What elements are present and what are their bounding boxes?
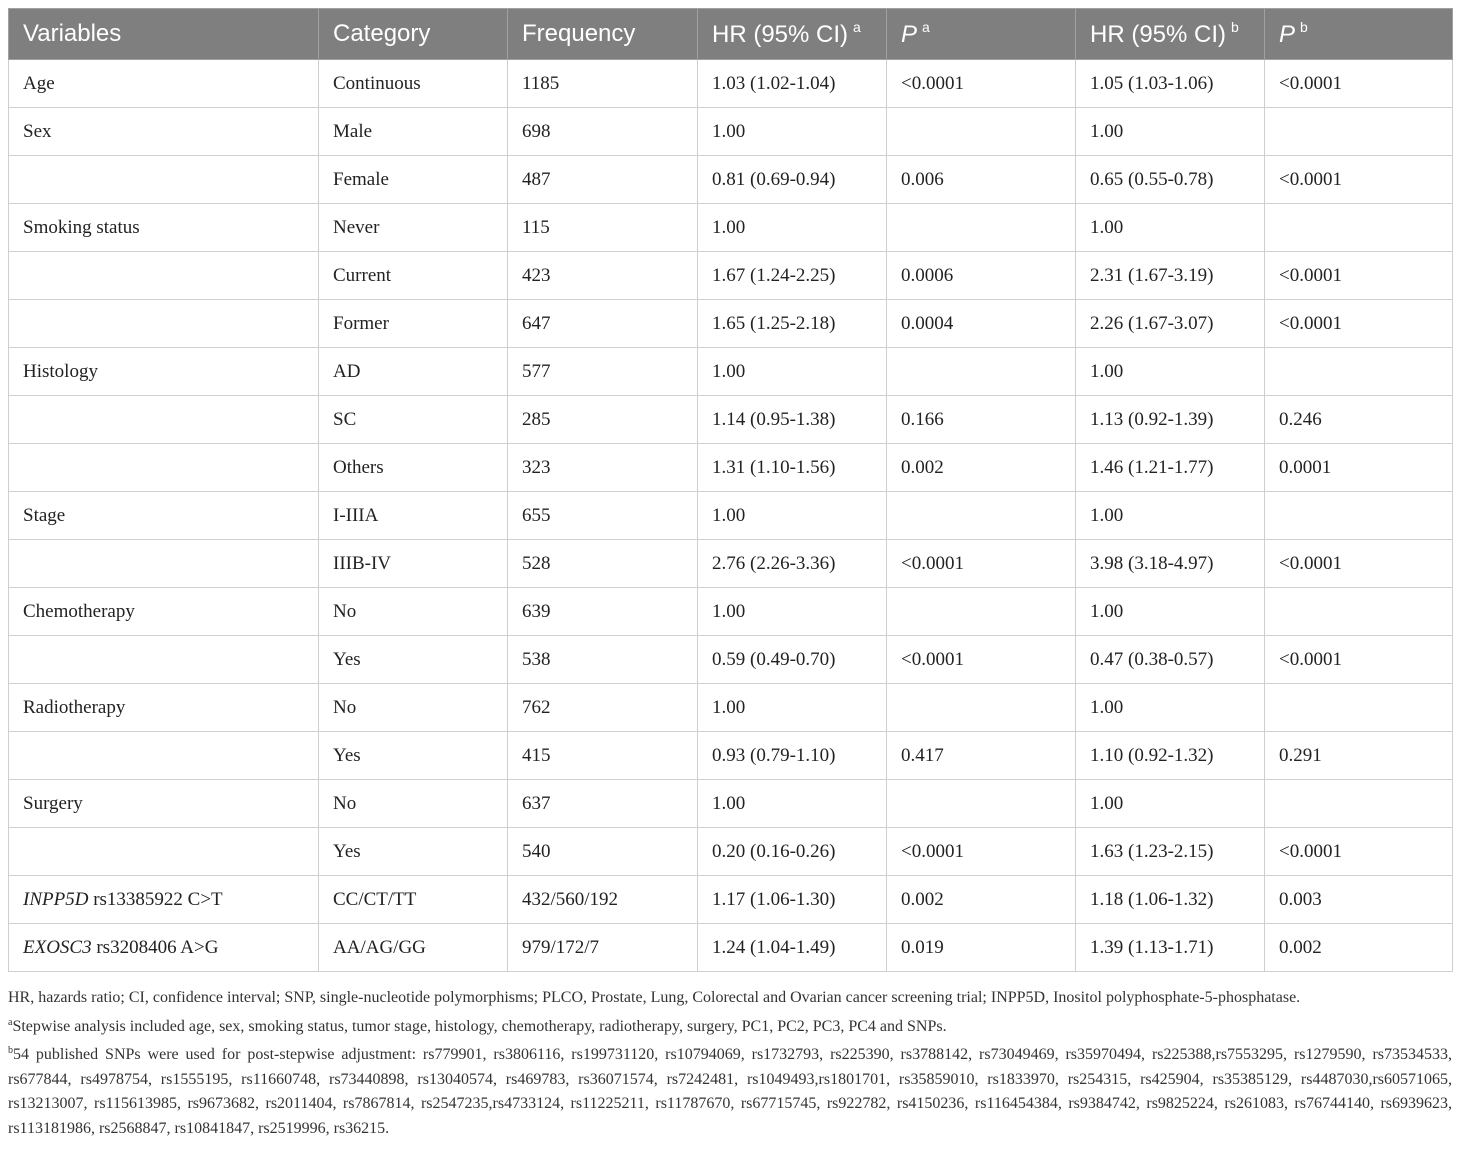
header-row	[9, 9, 1453, 60]
cell-variable	[9, 828, 319, 876]
header-p-a: P $^a$	[887, 9, 1076, 60]
cell-p-b: 0.246	[1265, 396, 1453, 444]
cell-hr-b: 1.10 (0.92-1.32)	[1076, 732, 1265, 780]
cell-p-b: <0.0001	[1265, 156, 1453, 204]
cell-p-b	[1265, 204, 1453, 252]
results-table	[8, 8, 1453, 972]
cell-variable	[9, 732, 319, 780]
cell-hr-b: 3.98 (3.18-4.97)	[1076, 540, 1265, 588]
cell-hr-a: 0.81 (0.69-0.94)	[698, 156, 887, 204]
cell-p-b	[1265, 348, 1453, 396]
table-row	[9, 828, 1453, 876]
table-row	[9, 924, 1453, 972]
table-row	[9, 300, 1453, 348]
footnote-b: $^b$54 published SNPs were used for post-stepwise adjustment: rs779901, rs3806116, rs199731120, rs10794069, rs1732793, rs225390, rs3788142, rs73049469, rs35970494, rs225388,rs7553295, rs1279590, rs73534533, rs677844, rs4978754, rs1555195, rs11660748, rs73440898, rs13040574, rs469783, rs36071574, rs7242481, rs1049493,rs1801701, rs35859010, rs1833970, rs254315, rs425904, rs35385129, rs4487030,rs60571065, rs13213007, rs115613985, rs9673682, rs2011404, rs7867814, rs2547235,rs4733124, rs11225211, rs11787670, rs67715745, rs922782, rs4150236, rs116454384, rs9384742, rs9825224, rs261083, rs76744140, rs6939623, rs113181986, rs2568847, rs10841847, rs2519996, rs36215.	[8, 1045, 1452, 1137]
cell-hr-b: 2.31 (1.67-3.19)	[1076, 252, 1265, 300]
cell-category: Yes	[319, 828, 508, 876]
cell-frequency: 698	[508, 108, 698, 156]
cell-hr-b: 0.65 (0.55-0.78)	[1076, 156, 1265, 204]
cell-frequency: 285	[508, 396, 698, 444]
cell-hr-b: 1.00	[1076, 684, 1265, 732]
cell-p-a	[887, 204, 1076, 252]
cell-variable	[9, 636, 319, 684]
cell-category: No	[319, 780, 508, 828]
cell-p-a: 0.166	[887, 396, 1076, 444]
cell-hr-b: 0.47 (0.38-0.57)	[1076, 636, 1265, 684]
table-row	[9, 876, 1453, 924]
cell-hr-a: 1.17 (1.06-1.30)	[698, 876, 887, 924]
cell-hr-a: 1.03 (1.02-1.04)	[698, 60, 887, 108]
cell-frequency: 423	[508, 252, 698, 300]
cell-variable	[9, 252, 319, 300]
gene-name: INPP5D	[23, 888, 89, 910]
cell-category: Yes	[319, 732, 508, 780]
table-row	[9, 636, 1453, 684]
cell-hr-a: 1.65 (1.25-2.18)	[698, 300, 887, 348]
cell-category: Female	[319, 156, 508, 204]
cell-hr-b: 1.39 (1.13-1.71)	[1076, 924, 1265, 972]
cell-variable: Stage	[9, 492, 319, 540]
cell-category: AD	[319, 348, 508, 396]
cell-p-a	[887, 780, 1076, 828]
cell-variable: Chemotherapy	[9, 588, 319, 636]
table-row	[9, 732, 1453, 780]
cell-p-a	[887, 684, 1076, 732]
table-row	[9, 588, 1453, 636]
cell-frequency: 115	[508, 204, 698, 252]
cell-p-b: <0.0001	[1265, 636, 1453, 684]
table-row	[9, 348, 1453, 396]
cell-hr-a: 1.14 (0.95-1.38)	[698, 396, 887, 444]
cell-p-a	[887, 588, 1076, 636]
header-hr-a: HR (95% CI) $^a$	[698, 9, 887, 60]
cell-variable	[9, 396, 319, 444]
table-footnotes	[8, 986, 1452, 1141]
cell-hr-a: 1.00	[698, 492, 887, 540]
cell-frequency: 637	[508, 780, 698, 828]
snp-name: rs13385922 C>T	[88, 888, 223, 910]
cell-category: Others	[319, 444, 508, 492]
table-row	[9, 444, 1453, 492]
cell-p-a: 0.417	[887, 732, 1076, 780]
cell-p-b: 0.291	[1265, 732, 1453, 780]
cell-frequency: 762	[508, 684, 698, 732]
cell-hr-a: 1.24 (1.04-1.49)	[698, 924, 887, 972]
cell-category: Never	[319, 204, 508, 252]
cell-hr-b: 1.00	[1076, 780, 1265, 828]
cell-hr-b: 1.46 (1.21-1.77)	[1076, 444, 1265, 492]
table-row	[9, 156, 1453, 204]
table-row	[9, 252, 1453, 300]
cell-p-b: 0.0001	[1265, 444, 1453, 492]
cell-p-b	[1265, 684, 1453, 732]
cell-frequency: 538	[508, 636, 698, 684]
cell-variable	[9, 156, 319, 204]
cell-category: IIIB-IV	[319, 540, 508, 588]
cell-frequency: 540	[508, 828, 698, 876]
cell-p-a	[887, 348, 1076, 396]
cell-p-a: <0.0001	[887, 636, 1076, 684]
cell-p-b: <0.0001	[1265, 300, 1453, 348]
cell-p-a	[887, 492, 1076, 540]
cell-hr-b: 1.00	[1076, 348, 1265, 396]
cell-hr-a: 1.67 (1.24-2.25)	[698, 252, 887, 300]
cell-variable: Surgery	[9, 780, 319, 828]
cell-category: AA/AG/GG	[319, 924, 508, 972]
cell-category: Continuous	[319, 60, 508, 108]
cell-frequency: 415	[508, 732, 698, 780]
cell-category: Current	[319, 252, 508, 300]
table-row	[9, 492, 1453, 540]
cell-hr-b: 1.00	[1076, 108, 1265, 156]
cell-frequency: 577	[508, 348, 698, 396]
cell-frequency: 647	[508, 300, 698, 348]
cell-variable	[9, 876, 319, 924]
cell-p-a: <0.0001	[887, 540, 1076, 588]
cell-hr-a: 0.20 (0.16-0.26)	[698, 828, 887, 876]
table-row	[9, 684, 1453, 732]
cell-variable	[9, 924, 319, 972]
table-row	[9, 396, 1453, 444]
cell-frequency: 655	[508, 492, 698, 540]
cell-hr-a: 1.00	[698, 204, 887, 252]
cell-p-a: 0.006	[887, 156, 1076, 204]
cell-hr-a: 1.00	[698, 684, 887, 732]
cell-hr-a: 1.00	[698, 780, 887, 828]
table-row	[9, 204, 1453, 252]
cell-hr-a: 1.00	[698, 348, 887, 396]
footnote-a: $^a$Stepwise analysis included age, sex, smoking status, tumor stage, histology, chemotherapy, radiotherapy, surgery, PC1, PC2, PC3, PC4 and SNPs.	[8, 1016, 947, 1035]
cell-p-a: <0.0001	[887, 828, 1076, 876]
cell-p-b: 0.002	[1265, 924, 1453, 972]
cell-p-b: <0.0001	[1265, 252, 1453, 300]
cell-p-b: <0.0001	[1265, 828, 1453, 876]
cell-p-b	[1265, 588, 1453, 636]
gene-name: EXOSC3	[23, 936, 92, 958]
cell-hr-b: 1.13 (0.92-1.39)	[1076, 396, 1265, 444]
cell-p-a: 0.002	[887, 876, 1076, 924]
cell-hr-b: 1.00	[1076, 588, 1265, 636]
cell-hr-b: 2.26 (1.67-3.07)	[1076, 300, 1265, 348]
cell-hr-b: 1.00	[1076, 492, 1265, 540]
cell-p-b: <0.0001	[1265, 60, 1453, 108]
header-category: Category	[319, 9, 508, 60]
header-hr-b: HR (95% CI) $^b$	[1076, 9, 1265, 60]
cell-hr-a: 2.76 (2.26-3.36)	[698, 540, 887, 588]
cell-hr-b: 1.18 (1.06-1.32)	[1076, 876, 1265, 924]
cell-frequency: 323	[508, 444, 698, 492]
table-row	[9, 540, 1453, 588]
cell-hr-a: 0.93 (0.79-1.10)	[698, 732, 887, 780]
cell-variable	[9, 444, 319, 492]
cell-frequency: 979/172/7	[508, 924, 698, 972]
cell-variable: Radiotherapy	[9, 684, 319, 732]
cell-frequency: 528	[508, 540, 698, 588]
cell-frequency: 487	[508, 156, 698, 204]
cell-p-b: 0.003	[1265, 876, 1453, 924]
cell-variable	[9, 300, 319, 348]
snp-name: rs3208406 A>G	[91, 936, 219, 958]
cell-category: SC	[319, 396, 508, 444]
cell-p-a: 0.002	[887, 444, 1076, 492]
cell-p-a: 0.0004	[887, 300, 1076, 348]
cell-frequency: 432/560/192	[508, 876, 698, 924]
cell-category: Yes	[319, 636, 508, 684]
header-p-b: P $^b$	[1265, 9, 1453, 60]
table-row	[9, 60, 1453, 108]
cell-frequency: 639	[508, 588, 698, 636]
cell-category: Male	[319, 108, 508, 156]
table-container	[8, 8, 1452, 972]
cell-hr-a: 1.00	[698, 108, 887, 156]
cell-frequency: 1185	[508, 60, 698, 108]
cell-hr-a: 1.00	[698, 588, 887, 636]
header-variables: Variables	[9, 9, 319, 60]
cell-category: No	[319, 684, 508, 732]
cell-p-b: <0.0001	[1265, 540, 1453, 588]
cell-p-a: 0.0006	[887, 252, 1076, 300]
cell-category: Former	[319, 300, 508, 348]
cell-p-b	[1265, 108, 1453, 156]
cell-p-a	[887, 108, 1076, 156]
cell-p-a: 0.019	[887, 924, 1076, 972]
cell-p-a: <0.0001	[887, 60, 1076, 108]
cell-variable: Histology	[9, 348, 319, 396]
cell-category: No	[319, 588, 508, 636]
table-row	[9, 780, 1453, 828]
cell-variable: Sex	[9, 108, 319, 156]
header-frequency: Frequency	[508, 9, 698, 60]
cell-variable: Smoking status	[9, 204, 319, 252]
cell-hr-b: 1.05 (1.03-1.06)	[1076, 60, 1265, 108]
cell-variable: Age	[9, 60, 319, 108]
cell-variable	[9, 540, 319, 588]
cell-hr-b: 1.00	[1076, 204, 1265, 252]
cell-hr-a: 1.31 (1.10-1.56)	[698, 444, 887, 492]
cell-category: I-IIIA	[319, 492, 508, 540]
cell-p-b	[1265, 780, 1453, 828]
abbreviations-note: HR, hazards ratio; CI, confidence interval; SNP, single-nucleotide polymorphisms; PLCO, Prostate, Lung, Colorectal and Ovarian cancer screening trial; INPP5D, Inositol polyphosphate-5-phosphatase.	[8, 989, 1301, 1006]
cell-category: CC/CT/TT	[319, 876, 508, 924]
cell-hr-b: 1.63 (1.23-2.15)	[1076, 828, 1265, 876]
cell-p-b	[1265, 492, 1453, 540]
cell-hr-a: 0.59 (0.49-0.70)	[698, 636, 887, 684]
table-row	[9, 108, 1453, 156]
